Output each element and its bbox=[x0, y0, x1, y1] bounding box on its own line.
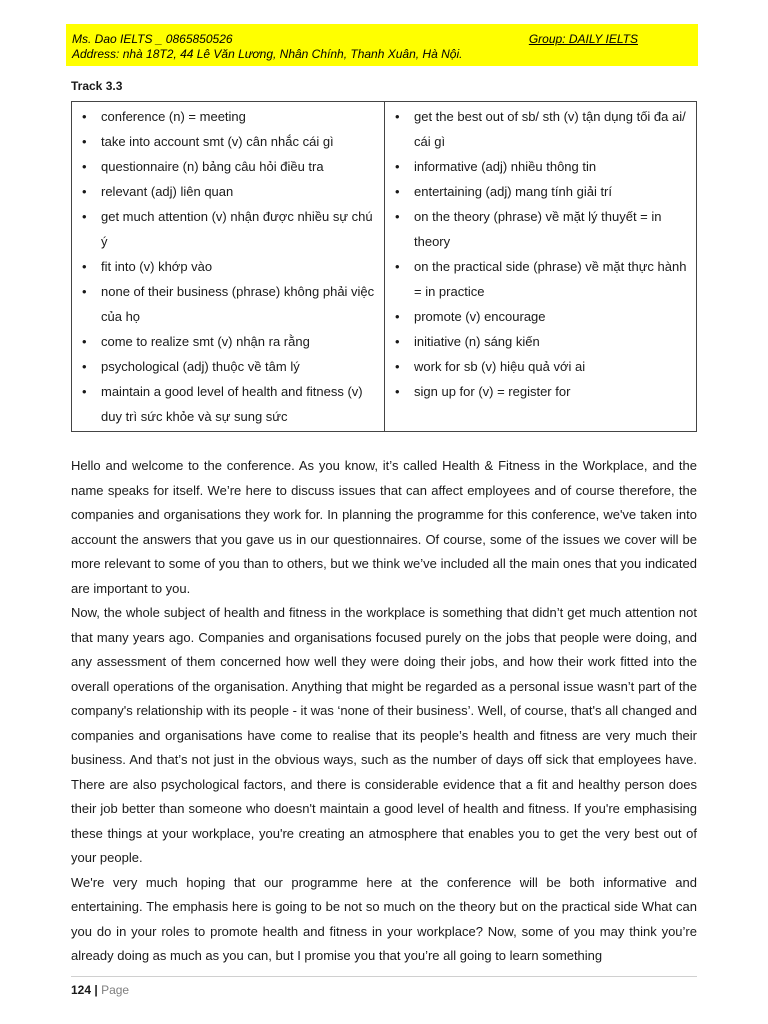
document-header bbox=[66, 24, 698, 66]
vocabulary-item bbox=[82, 379, 378, 429]
vocabulary-item bbox=[82, 104, 378, 129]
vocabulary-list-right bbox=[385, 104, 696, 404]
vocabulary-list-left bbox=[72, 104, 384, 429]
vocabulary-item-text: initiative (n) sáng kiến bbox=[414, 334, 540, 349]
vocabulary-item-text: questionnaire (n) bảng câu hỏi điều tra bbox=[101, 159, 324, 174]
bullet-icon: • bbox=[82, 109, 87, 124]
vocabulary-item bbox=[395, 379, 690, 404]
bullet-icon: • bbox=[395, 309, 400, 324]
bullet-icon: • bbox=[395, 109, 400, 124]
vocabulary-item-text: maintain a good level of health and fitness (v) duy trì sức khỏe và sự sung sức bbox=[101, 384, 363, 424]
bullet-icon: • bbox=[82, 209, 87, 224]
bullet-icon: • bbox=[82, 259, 87, 274]
bullet-icon: • bbox=[395, 209, 400, 224]
vocabulary-item bbox=[395, 354, 690, 379]
bullet-icon: • bbox=[395, 159, 400, 174]
vocabulary-item bbox=[395, 304, 690, 329]
vocabulary-column-left bbox=[72, 102, 384, 431]
bullet-icon: • bbox=[395, 184, 400, 199]
vocabulary-item bbox=[82, 204, 378, 254]
vocabulary-item-text: get the best out of sb/ sth (v) tận dụng tối đa ai/ cái gì bbox=[414, 109, 686, 149]
vocabulary-item bbox=[82, 154, 378, 179]
vocabulary-item bbox=[395, 204, 690, 254]
vocabulary-item bbox=[82, 179, 378, 204]
vocabulary-item-text: get much attention (v) nhận được nhiều sự chú ý bbox=[101, 209, 373, 249]
header-group-link[interactable]: Group: DAILY IELTS bbox=[528, 32, 638, 46]
page-number: 124 bbox=[71, 983, 92, 997]
header-top-row bbox=[72, 32, 638, 47]
vocabulary-item-text: work for sb (v) hiệu quả với ai bbox=[414, 359, 586, 374]
transcript-paragraph: Hello and welcome to the conference. As you know, it’s called Health & Fitness in the Workplace, and the name speaks for itself. We’re here to discuss issues that can affect employees and of course therefore, the companies and organisations they work for. In planning the programme for this conference, we've taken into account the answers that you gave us in our questionnaires. Of course, some of the issues we cover will be more relevant to some of you than to others, but we think we’ve included all the main ones that you indicated are important to you. bbox=[71, 458, 697, 596]
bullet-icon: • bbox=[395, 359, 400, 374]
vocabulary-item-text: psychological (adj) thuộc về tâm lý bbox=[101, 359, 300, 374]
vocabulary-item-text: promote (v) encourage bbox=[414, 309, 546, 324]
vocabulary-item bbox=[82, 354, 378, 379]
vocabulary-table bbox=[71, 101, 697, 432]
vocabulary-item-text: on the practical side (phrase) về mặt thực hành = in practice bbox=[414, 259, 687, 299]
transcript-paragraph: Now, the whole subject of health and fitness in the workplace is something that didn’t get much attention not that many years ago. Companies and organisations focused purely on the jobs that people were doing, and any assessment of them concerned how well they were doing their jobs, and how their work fitted into the overall operations of the organisation. Anything that might be regarded as a personal issue wasn’t part of the company's relationship with its people - it was ‘none of their business’. Well, of course, that's all changed and companies and organisations have come to realise that its people’s health and fitness are very much their business. And that’s not just in the obvious ways, such as the number of days off sick that employees have. There are also psychological factors, and there is considerable evidence that a fit and healthy person does their job better than someone who doesn't maintain a good level of health and fitness. If you're emphasising these things at your workplace, you're creating an atmosphere that enables you to get the very best out of your people. bbox=[71, 605, 697, 865]
vocabulary-item bbox=[395, 329, 690, 354]
bullet-icon: • bbox=[82, 184, 87, 199]
footer-divider bbox=[71, 976, 697, 977]
vocabulary-item-text: relevant (adj) liên quan bbox=[101, 184, 234, 199]
bullet-icon: • bbox=[395, 334, 400, 349]
vocabulary-item-text: come to realize smt (v) nhận ra rằng bbox=[101, 334, 310, 349]
vocabulary-item-text: none of their business (phrase) không phải việc của họ bbox=[101, 284, 375, 324]
vocabulary-item bbox=[82, 129, 378, 154]
header-address: Address: nhà 18T2, 44 Lê Văn Lương, Nhân Chính, Thanh Xuân, Hà Nội. bbox=[72, 47, 463, 61]
track-title: Track 3.3 bbox=[71, 79, 123, 93]
vocabulary-item bbox=[395, 104, 690, 154]
vocabulary-item-text: sign up for (v) = register for bbox=[414, 384, 571, 399]
bullet-icon: • bbox=[82, 384, 87, 399]
vocabulary-item bbox=[395, 154, 690, 179]
vocabulary-item bbox=[395, 254, 690, 304]
bullet-icon: • bbox=[395, 384, 400, 399]
header-name-phone: Ms. Dao IELTS _ 0865850526 bbox=[72, 32, 233, 46]
bullet-icon: • bbox=[82, 159, 87, 174]
bullet-icon: • bbox=[82, 134, 87, 149]
transcript-paragraph: We're very much hoping that our programme here at the conference will be both informative and entertaining. The emphasis here is going to be not so much on the theory but on the practical side What can you do in your roles to promote health and fitness in your workplace? Now, some of you may think you’re already doing as much as you can, but I promise you that you’re all going to learn something bbox=[71, 874, 697, 963]
bullet-icon: • bbox=[82, 359, 87, 374]
vocabulary-item bbox=[82, 329, 378, 354]
vocabulary-item-text: informative (adj) nhiều thông tin bbox=[414, 159, 597, 174]
bullet-icon: • bbox=[82, 284, 87, 299]
page-footer bbox=[71, 983, 129, 997]
vocabulary-item-text: fit into (v) khớp vào bbox=[101, 259, 213, 274]
vocabulary-item-text: on the theory (phrase) về mặt lý thuyết = in theory bbox=[414, 209, 662, 249]
footer-separator: | bbox=[94, 983, 98, 997]
bullet-icon: • bbox=[395, 259, 400, 274]
vocabulary-item-text: conference (n) = meeting bbox=[101, 109, 246, 124]
transcript-body bbox=[71, 454, 697, 969]
vocabulary-item bbox=[395, 179, 690, 204]
bullet-icon: • bbox=[82, 334, 87, 349]
vocabulary-item-text: take into account smt (v) cân nhắc cái gì bbox=[101, 134, 334, 149]
vocabulary-column-right bbox=[384, 102, 696, 431]
page-word: Page bbox=[101, 983, 130, 997]
vocabulary-item bbox=[82, 254, 378, 279]
vocabulary-item bbox=[82, 279, 378, 329]
vocabulary-item-text: entertaining (adj) mang tính giải trí bbox=[414, 184, 612, 199]
